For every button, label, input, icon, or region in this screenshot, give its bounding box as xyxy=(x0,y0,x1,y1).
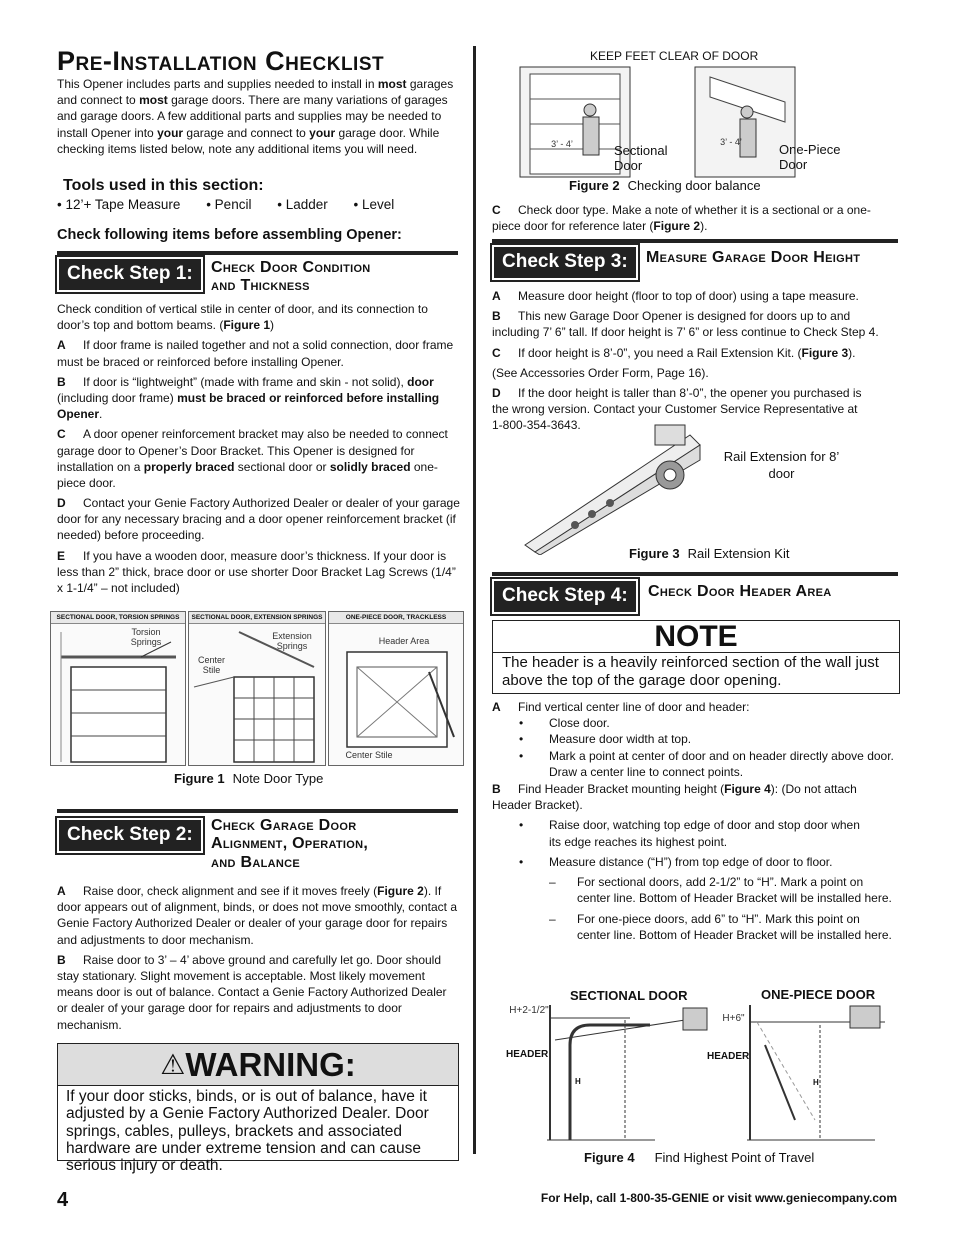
step2-badge: Check Step 2: xyxy=(57,818,203,853)
list-item: • Measure distance (“H”) from top edge of door to floor. xyxy=(492,854,862,870)
step4-content: A Find vertical center line of door and header: • Close door. • Measure door width at top. • Mark a point at center of door and on header directly above door. Draw a center line to connect points. B Find Header Bracket mounting height (Figure 4): (Do not attach Header Bracket). • Raise door, watching top edge of door and stop door when its edge reaches its highest point. • Measure distance (“H”) from top edge of door to floor. – For sectional doors, add 2-1/2” to “H”. Mark a point on center line. Bottom of Header Bracket will be installed here. – For one-piece doors, add 6” to “H”. Mark this point on center line. Bottom of Header Bracket will be installed here. xyxy=(492,699,898,944)
list-item: • Raise door, watching top edge of door and stop door when its edge reaches its highest point. xyxy=(492,817,862,849)
column-divider xyxy=(473,46,476,1154)
figure3-label: Rail Extension for 8’ door xyxy=(723,449,840,481)
step1-badge: Check Step 1: xyxy=(57,257,203,292)
warning-heading: ⚠WARNING: xyxy=(58,1044,458,1086)
list-item: • Measure door width at top. xyxy=(492,731,898,747)
figure2-measure-2: 3’ - 4’ xyxy=(720,137,742,147)
figure3-rail-illustration xyxy=(520,420,720,555)
tools-list xyxy=(57,196,460,214)
step4-title: Check Door Header Area xyxy=(648,583,832,600)
figure4-illustration xyxy=(495,1000,890,1145)
note-box xyxy=(492,620,900,694)
figure4-h-left: H xyxy=(575,1077,581,1086)
page-number: 4 xyxy=(57,1189,69,1211)
figure4-right-title: ONE-PIECE DOOR xyxy=(761,987,876,1002)
figure1-panel-torsion: SECTIONAL DOOR, TORSION SPRINGS Torsion Springs xyxy=(50,611,186,766)
figure2-top-label: KEEP FEET CLEAR OF DOOR xyxy=(590,49,759,63)
step3-badge: Check Step 3: xyxy=(492,245,638,280)
figure1-panel-extension: SECTIONAL DOOR, EXTENSION SPRINGS Extension Springs Center Stile xyxy=(188,611,326,766)
note-body: The header is a heavily reinforced section of the wall just above the top of the garage door opening. xyxy=(502,654,879,689)
list-item: – For sectional doors, add 2-1/2” to “H”. Mark a point on center line. Bottom of Header Bracket will be installed here. xyxy=(492,874,892,906)
step2-title: Check Garage Door Alignment, Operation, and Balance xyxy=(211,817,369,871)
figure4-header-left: HEADER xyxy=(506,1049,549,1060)
tool-item: • Pencil xyxy=(206,197,252,212)
figure2-label-sectional: Sectional Door xyxy=(614,143,668,173)
check-following-heading: Check following items before assembling Opener: xyxy=(57,227,402,243)
figure4-left-measure: H+2-1/2" xyxy=(509,1005,549,1016)
figure2-measure-1: 3’ - 4’ xyxy=(551,139,573,149)
figure4-left-title: SECTIONAL DOOR xyxy=(570,988,688,1003)
step3-bar xyxy=(492,239,898,243)
list-item: • Mark a point at center of door and on header directly above door. Draw a center line to connect points. xyxy=(492,748,898,780)
page-title: Pre-Installation Checklist xyxy=(57,46,385,76)
figure4-right-measure: H+6" xyxy=(722,1013,745,1024)
note-heading: NOTE xyxy=(493,621,899,653)
warning-body: If your door sticks, binds, or is out of balance, have it adjusted by a Genie Factory Authorized Dealer. Door springs, cables, pulleys, brackets and associated hardware are under extreme tension and can cause serious injury or death. xyxy=(66,1088,429,1175)
figure4-caption: Figure 4 Find Highest Point of Travel xyxy=(584,1150,815,1165)
step1-content: Check condition of vertical stile in center of door, and its connection to door’s top and bottom beams. (Figure 1) A If door frame is nailed together and not a solid connection, door frame must be braced or reinforced before installing Opener. B If door is “lightweight” (made with frame and skin - not solid), door (including door frame) must be braced or reinforced before installing Opener. C A door opener reinforcement bracket may also be needed to connect garage door to Opener’s Door Bracket. This Opener is designed for installation on a properly braced sectional door or solidly braced one-piece door. D Contact your Genie Factory Authorized Dealer or dealer of your garage door for any necessary bracing and a door opener reinforcement bracket (if needed) before proceeding. E If you have a wooden door, measure door’s thickness. If your door is less than 2” thick, brace door or use shorter Door Bracket Lag Screws (1/4” x 1-1/4” – not included) xyxy=(57,302,460,595)
step1-title: Check Door Condition and Thickness xyxy=(211,259,371,295)
tool-item: • 12’+ Tape Measure xyxy=(57,197,181,212)
tool-item: • Ladder xyxy=(277,197,328,212)
figure1-caption: Figure 1 Note Door Type xyxy=(174,771,324,786)
list-item: • Close door. xyxy=(492,715,898,731)
figure4-h-right: H xyxy=(813,1078,819,1087)
warning-triangle-icon: ⚠ xyxy=(160,1049,186,1080)
step-c-paragraph: C Check door type. Make a note of whether it is a sectional or a one-piece door for reference later (Figure 2). xyxy=(492,203,871,234)
figure2-caption: Figure 2 Checking door balance xyxy=(569,178,761,193)
figure3-caption: Figure 3 Rail Extension Kit xyxy=(629,546,790,561)
garage-door-illustration xyxy=(329,612,463,765)
step1-bar xyxy=(57,251,458,255)
figure4-header-right: HEADER xyxy=(707,1051,750,1062)
intro-paragraph: This Opener includes parts and supplies needed to install in most garages and connect to most garage doors. There are many variations of garages and garage doors. A few additional parts and supplies may be needed to install Opener into your garage and connect to your garage door. While checking items listed below, note any additional items you will need. xyxy=(57,77,454,156)
tool-item: • Level xyxy=(353,197,395,212)
step2-content: A Raise door, check alignment and see if it moves freely (Figure 2). If door appears out of alignment, binds, or does not move smoothly, contact a Genie Factory Authorized Dealer or dealer of your garage door for repairs and adjustments to door mechanism. B Raise door to 3’ – 4’ above ground and carefully let go. Door should stay stationary. Slight movement is acceptable. Most likely movement means door is out of balance. Contact a Genie Factory Authorized Dealer or dealer of your garage door for repairs and adjustments to door mechanism. xyxy=(57,884,458,1032)
list-item: – For one-piece doors, add 6” to “H”. Mark this point on center line. Bottom of Header Bracket will be installed here. xyxy=(492,911,892,943)
step3-content: A Measure door height (floor to top of door) using a tape measure. B This new Garage Door Opener is designed for doors up to and including 7’ 6” tall. If door height is 7’ 6” or less continue to Check Step 4. C If door height is 8’-0”, you need a Rail Extension Kit. (Figure 3). (See Accessories Order Form, Page 16). D If the door height is taller than 8’-0”, the opener you purchased is the wrong version. Contact your Customer Service Representative at 1-800-354-3643. xyxy=(492,289,879,433)
warning-box xyxy=(57,1043,459,1175)
figure2-label-onepiece: One-Piece Door xyxy=(779,142,841,172)
tools-heading: Tools used in this section: xyxy=(63,177,264,194)
step2-bar xyxy=(57,809,458,813)
step4-bar xyxy=(492,572,898,576)
footer-help-text: For Help, call 1-800-35-GENIE or visit www.geniecompany.com xyxy=(540,1191,897,1205)
figure1-panel-onepiece: ONE-PIECE DOOR, TRACKLESS Header Area Center Stile xyxy=(328,611,464,766)
step3-title: Measure Garage Door Height xyxy=(646,249,861,266)
step4-badge: Check Step 4: xyxy=(492,579,638,614)
